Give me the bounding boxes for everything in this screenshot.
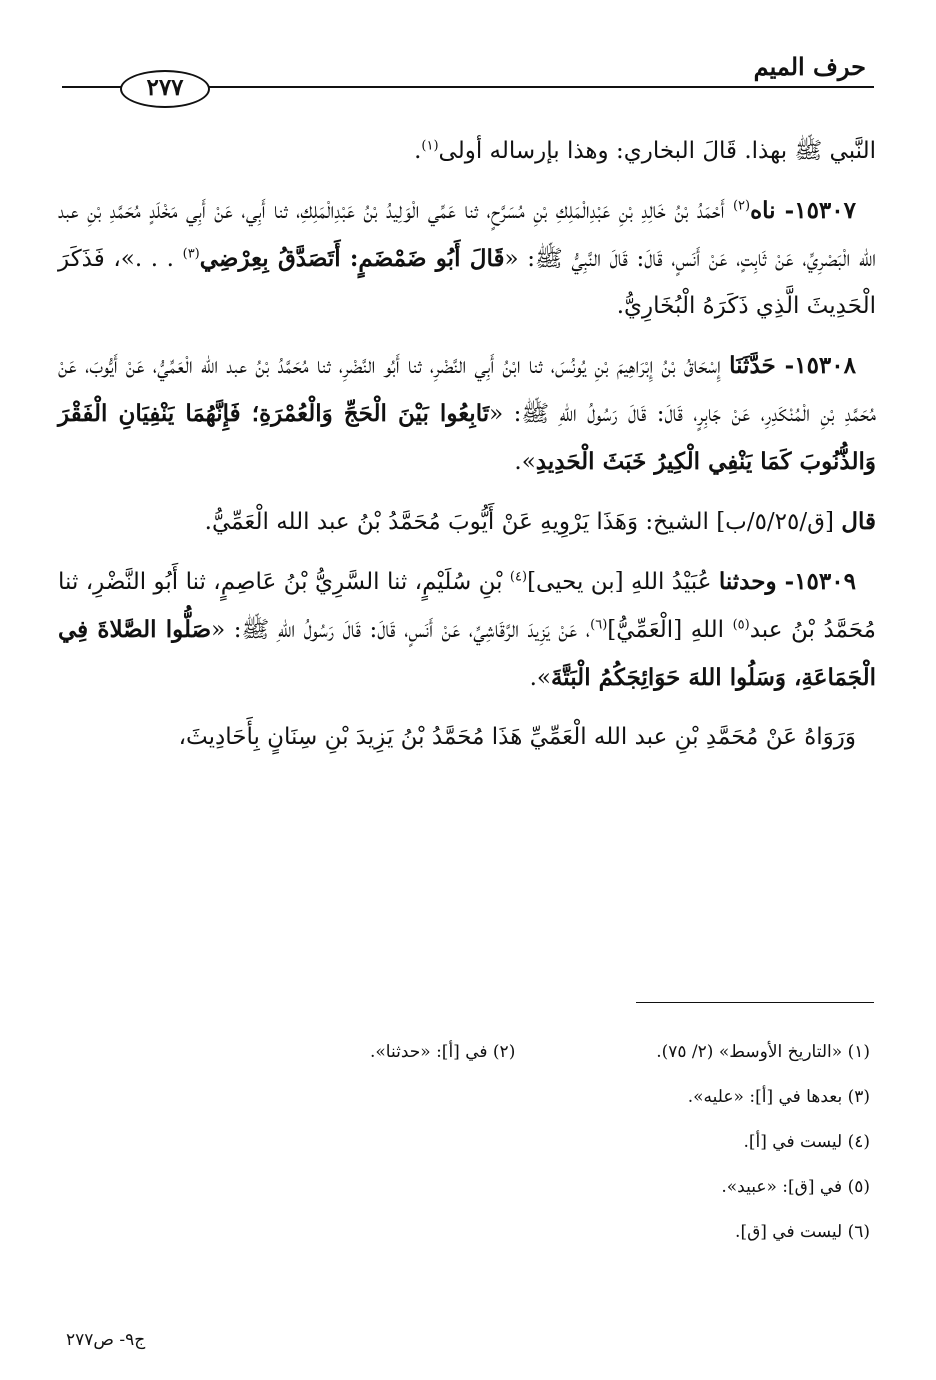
footnote-separator bbox=[636, 1002, 874, 1003]
volume-page-reference: ج٩- ص٢٧٧ bbox=[66, 1330, 146, 1350]
page-number-badge: ٢٧٧ bbox=[120, 70, 210, 108]
transmission-keyword: وحدثنا bbox=[718, 568, 777, 595]
footnote-6: (٦) ليست في [ق]. bbox=[735, 1222, 870, 1242]
footnote-2: (٢) في [أ]: «حدثنا». bbox=[370, 1042, 516, 1062]
footnote-5: (٥) في [ق]: «عبيد». bbox=[721, 1177, 870, 1197]
footnote-1: (١) «التاريخ الأوسط» (٢/ ٧٥). bbox=[656, 1042, 870, 1062]
footnote-ref-4[interactable]: (٤) bbox=[509, 569, 528, 585]
main-text bbox=[58, 128, 876, 773]
hadith-15308: ١٥٣٠٨- حَدَّثَنَا إِسْحَاقُ بْنُ إِبْرَاهِيمَ بْنِ يُونُسَ، ثنا ابْنُ أَبِي النَّضْرِ، ثنا أَبُو النَّضْرِ، ثنا مُحَمَّدُ بْنُ عبد الله الْعَمِّيُّ، عَنْ أَيُّوبَ، عَنْ مُحَمَّدِ بْنِ الْمُنْكَدِرِ، عَنْ جَابِرٍ، قَالَ: قَالَ رَسُولُ اللهِ ﷺ: «تَابِعُوا بَيْنَ الْحَجِّ وَالْعُمْرَةِ؛ فَإِنَّهُمَا يَنْفِيَانِ الْفَقْرَ وَالذُّنُوبَ كَمَا يَنْفِي الْكِيرُ خَبَثَ الْحَدِيدِ». bbox=[58, 352, 876, 475]
hadith-matn: تَابِعُوا بَيْنَ الْحَجِّ وَالْعُمْرَةِ؛ فَإِنَّهُمَا يَنْفِيَانِ الْفَقْرَ وَالذُّنُوبَ كَمَا يَنْفِي الْكِيرُ خَبَثَ الْحَدِيدِ bbox=[58, 400, 876, 475]
hadith-number: ١٥٣٠٧- bbox=[775, 197, 856, 224]
footnote-ref-3[interactable]: (٣) bbox=[182, 246, 200, 262]
hadith-number: ١٥٣٠٨- bbox=[775, 352, 856, 379]
hadith-matn: قَالَ أَبُو ضَمْضَمٍ: أَتَصَدَّقُ بِعِرْضِي bbox=[199, 245, 505, 272]
comment-keyword: قال bbox=[841, 508, 876, 535]
paragraph-closing: وَرَوَاهُ عَنْ مُحَمَّدِ بْنِ عبد الله الْعَمِّيِّ هَذَا مُحَمَّدُ بْنُ يَزِيدَ بْنِ سِنَانٍ بِأَحَادِيثَ، bbox=[178, 724, 856, 750]
footnote-ref-2[interactable]: (٢) bbox=[732, 198, 751, 214]
hadith-number: ١٥٣٠٩- bbox=[776, 568, 856, 595]
footnote-4: (٤) ليست في [أ]. bbox=[743, 1132, 870, 1152]
footnote-ref-1[interactable]: (١) bbox=[421, 138, 439, 154]
transmission-keyword: ناه bbox=[750, 197, 776, 224]
hadith-15307: ١٥٣٠٧- ناه$^{(٢)}$ أَحْمَدُ بْنُ خَالِدِ بْنِ عَبْدِالْمَلِكِ بْنِ مُسَرَّحٍ، ثنا عَمِّي الْوَلِيدُ بْنُ عَبْدِالْمَلِكِ، ثنا أَبِي، عَنْ أَبِي مَخْلَدٍ مُحَمَّدِ بْنِ عبد الله الْبَصْرِيِّ، عَنْ ثَابِتٍ، عَنْ أَنَسٍ، قَالَ: قَالَ النَّبِيُّ ﷺ: «قَالَ أَبُو ضَمْضَمٍ: أَتَصَدَّقُ بِعِرْضِي$^{(٣)}$ . . .»، فَذَكَرَ الْحَدِيثَ الَّذِي ذَكَرَهُ الْبُخَارِيُّ. bbox=[58, 197, 877, 319]
paragraph-continuation: النَّبي ﷺ بهذا. قَالَ البخاري: وهذا بإرساله أولى$^{(١)}$. bbox=[414, 138, 876, 164]
transmission-keyword: حَدَّثَنَا bbox=[729, 352, 776, 379]
running-header-title: حرف الميم bbox=[753, 52, 866, 81]
sheikh-comment: قال [ق/٥/٢٥/ب] الشيخ: وَهَذَا يَرْوِيهِ عَنْ أَيُّوبَ مُحَمَّدُ بْنُ عبد الله الْعَمِّيُّ. bbox=[204, 508, 876, 535]
hadith-matn: صَلُّوا الصَّلاةَ فِي الْجَمَاعَةِ، وَسَلُوا اللهَ حَوَائِجَكُمُ الْبَتَّةَ bbox=[58, 616, 876, 691]
footnote-3: (٣) بعدها في [أ]: «عليه». bbox=[687, 1087, 870, 1107]
footnotes bbox=[310, 1030, 870, 1255]
hadith-15309: ١٥٣٠٩- وحدثنا عُبَيْدُ اللهِ [بن يحيى]$^{(٤)}$ بْنِ سُلَيْمٍ، ثنا السَّرِيُّ بْنُ عَاصِمٍ، ثنا أَبُو النَّضْرِ، ثنا مُحَمَّدُ بْنُ عبد$^{(٥)}$ اللهِ [الْعَمِّيُّ]$^{(٦)}$، عَنْ يَزِيدَ الرَّقَاشِيِّ، عَنْ أَنَسٍ، قَالَ: قَالَ رَسُولُ اللهِ ﷺ: «صَلُّوا الصَّلاةَ فِي الْجَمَاعَةِ، وَسَلُوا اللهَ حَوَائِجَكُمُ الْبَتَّةَ». bbox=[58, 568, 876, 691]
footnote-ref-6[interactable]: (٦) bbox=[590, 617, 608, 633]
footnote-ref-5[interactable]: (٥) bbox=[732, 617, 750, 633]
footnote-row bbox=[310, 1030, 870, 1075]
